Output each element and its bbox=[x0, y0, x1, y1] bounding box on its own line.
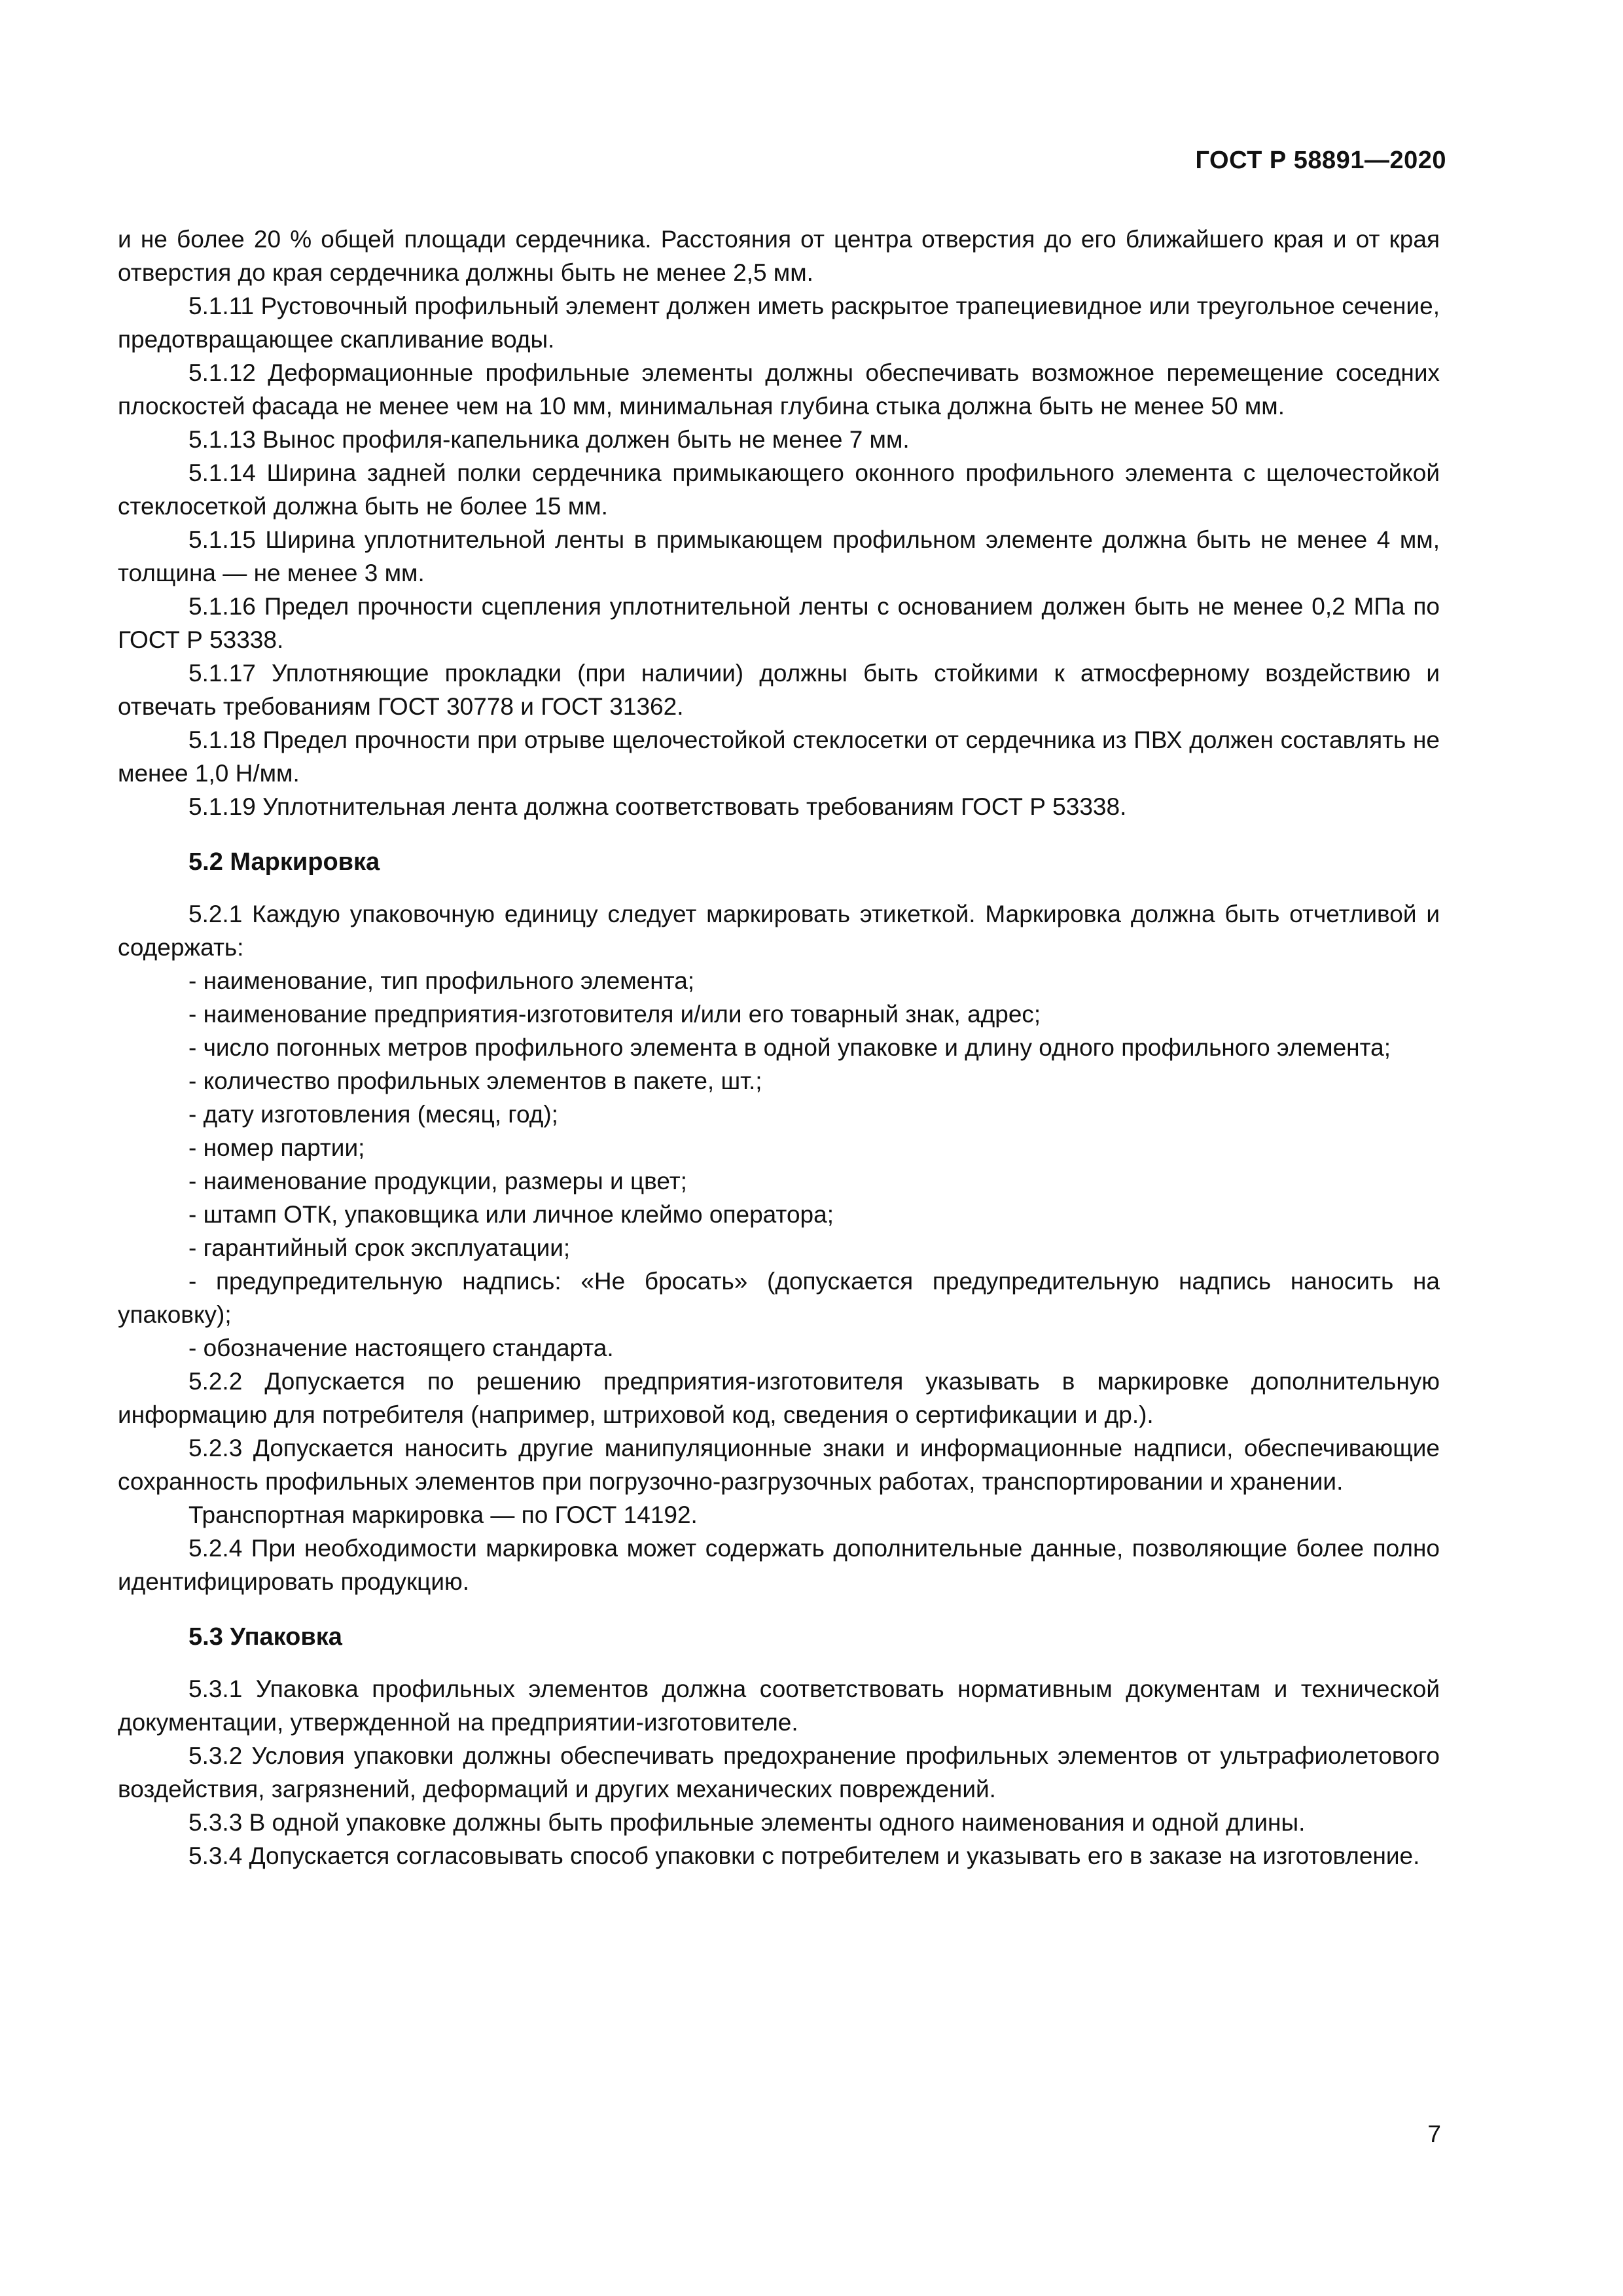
list-item: - штамп ОТК, упаковщика или личное клеймо оператора; bbox=[188, 1201, 834, 1228]
paragraph: 5.2.1 Каждую упаковочную единицу следует маркировать этикеткой. Маркировка должна быть отчетливой и содержать: bbox=[118, 901, 1440, 961]
paragraph: 5.3.2 Условия упаковки должны обеспечивать предохранение профильных элементов от ультрафиолетового воздействия, загрязнений, деформаций и других механических повреждений. bbox=[118, 1742, 1440, 1803]
paragraph: 5.1.11 Рустовочный профильный элемент должен иметь раскрытое трапециевидное или треугольное сечение, предотвращающее скапливание воды. bbox=[118, 293, 1440, 353]
list-item: - наименование, тип профильного элемента; bbox=[188, 967, 695, 994]
list-item: - предупредительную надпись: «Не бросать» (допускается предупредительную надпись наносить на упаковку); bbox=[118, 1268, 1440, 1328]
paragraph: 5.1.13 Вынос профиля-капельника должен быть не менее 7 мм. bbox=[188, 426, 910, 453]
page-number: 7 bbox=[1427, 2121, 1441, 2147]
document-header: ГОСТ Р 58891—2020 bbox=[1195, 147, 1446, 174]
paragraph: 5.2.4 При необходимости маркировка может содержать дополнительные данные, позволяющие более полно идентифицировать продукцию. bbox=[118, 1535, 1440, 1595]
section-heading-marking: 5.2 Маркировка bbox=[188, 848, 380, 876]
list-item: - наименование предприятия-изготовителя и/или его товарный знак, адрес; bbox=[188, 1001, 1041, 1028]
paragraph: 5.1.14 Ширина задней полки сердечника примыкающего оконного профильного элемента с щелочестойкой стеклосеткой должна быть не более 15 мм. bbox=[118, 459, 1440, 520]
paragraph: 5.1.17 Уплотняющие прокладки (при наличии) должны быть стойкими к атмосферному воздействию и отвечать требованиям ГОСТ 30778 и ГОСТ 31362. bbox=[118, 660, 1440, 720]
paragraph: 5.1.19 Уплотнительная лента должна соответствовать требованиям ГОСТ Р 53338. bbox=[188, 793, 1127, 820]
paragraph: и не более 20 % общей площади сердечника. Расстояния от центра отверстия до его ближайшего края и от края отверстия до края сердечника должны быть не менее 2,5 мм. bbox=[118, 226, 1440, 286]
section-heading-packaging: 5.3 Упаковка bbox=[188, 1623, 342, 1651]
paragraph: 5.1.15 Ширина уплотнительной ленты в примыкающем профильном элементе должна быть не менее 4 мм, толщина — не менее 3 мм. bbox=[118, 526, 1440, 586]
paragraph: 5.1.12 Деформационные профильные элементы должны обеспечивать возможное перемещение соседних плоскостей фасада не менее чем на 10 мм, минимальная глубина стыка должна быть не менее 50 мм. bbox=[118, 359, 1440, 420]
document-body bbox=[118, 223, 1440, 1873]
paragraph: 5.3.3 В одной упаковке должны быть профильные элементы одного наименования и одной длины. bbox=[188, 1809, 1306, 1836]
paragraph: 5.3.4 Допускается согласовывать способ упаковки с потребителем и указывать его в заказе на изготовление. bbox=[188, 1842, 1420, 1869]
paragraph: 5.1.16 Предел прочности сцепления уплотнительной ленты с основанием должен быть не менее 0,2 МПа по ГОСТ Р 53338. bbox=[118, 593, 1440, 653]
list-item: - наименование продукции, размеры и цвет; bbox=[188, 1168, 687, 1194]
paragraph: 5.3.1 Упаковка профильных элементов должна соответствовать нормативным документам и технической документации, утвержденной на предприятии-изготовителе. bbox=[118, 1676, 1440, 1736]
list-item: - номер партии; bbox=[188, 1134, 365, 1161]
list-item: - число погонных метров профильного элемента в одной упаковке и длину одного профильного элемента; bbox=[188, 1034, 1391, 1061]
paragraph: 5.2.3 Допускается наносить другие манипуляционные знаки и информационные надписи, обеспечивающие сохранность профильных элементов при погрузочно-разгрузочных работах, транспортировании и хранении. bbox=[118, 1435, 1440, 1495]
paragraph: 5.2.2 Допускается по решению предприятия-изготовителя указывать в маркировке дополнительную информацию для потребителя (например, штриховой код, сведения о сертификации и др.). bbox=[118, 1368, 1440, 1428]
list-item: - дату изготовления (месяц, год); bbox=[188, 1101, 558, 1128]
paragraph: 5.1.18 Предел прочности при отрыве щелочестойкой стеклосетки от сердечника из ПВХ должен составлять не менее 1,0 Н/мм. bbox=[118, 726, 1440, 787]
list-item: - количество профильных элементов в пакете, шт.; bbox=[188, 1067, 762, 1094]
list-item: - обозначение настоящего стандарта. bbox=[188, 1335, 614, 1361]
paragraph: Транспортная маркировка — по ГОСТ 14192. bbox=[188, 1501, 698, 1528]
list-item: - гарантийный срок эксплуатации; bbox=[188, 1234, 571, 1261]
